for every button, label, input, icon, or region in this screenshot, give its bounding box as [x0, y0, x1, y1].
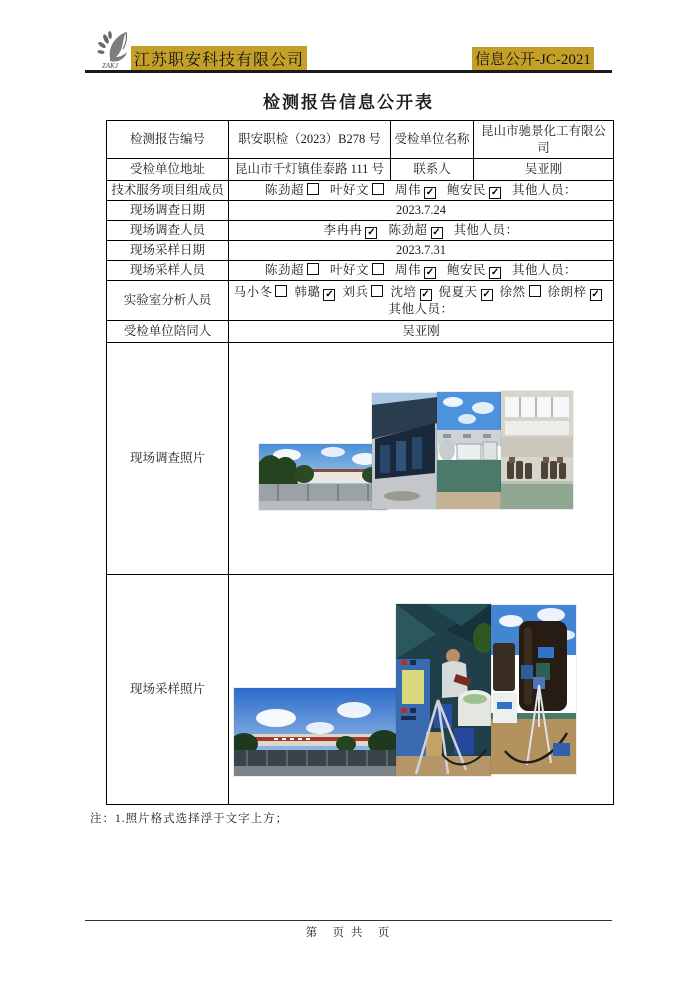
sampling-date-value: 2023.7.31	[229, 241, 614, 261]
staff-name: 刘兵	[342, 284, 369, 299]
unit-addr-label: 受检单位地址	[107, 159, 229, 181]
staff-name: 鲍安民	[447, 263, 487, 277]
staff-name: 周伟	[394, 183, 421, 197]
checkbox-checked-icon[interactable]: ✓	[432, 227, 441, 238]
sampling-photo-storage-tanks	[491, 605, 576, 774]
page-number-text: 第 页 共 页	[305, 927, 392, 939]
staff-name: 叶好文	[329, 183, 369, 197]
survey-staff-members	[229, 221, 614, 241]
checkbox-unchecked-icon[interactable]	[307, 183, 319, 195]
checkbox-checked-icon[interactable]: ✓	[421, 288, 430, 300]
checkbox-checked-icon[interactable]: ✓	[490, 187, 500, 198]
staff-member	[548, 285, 602, 299]
survey-photo-factory-exterior	[259, 444, 387, 510]
header-rule	[85, 70, 612, 73]
staff-member	[395, 263, 436, 277]
survey-photos-cell	[229, 343, 614, 575]
report-no-value: 职安职检（2023）B278 号	[229, 121, 391, 159]
escort-label: 受检单位陪同人	[107, 321, 229, 343]
staff-member	[342, 285, 383, 299]
checkbox-checked-icon[interactable]: ✓	[425, 187, 435, 198]
report-no-label: 检测报告编号	[107, 121, 229, 159]
survey-photo-warehouse-interior	[501, 391, 573, 509]
lab-staff-label: 实验室分析人员	[107, 281, 229, 321]
staff-name: 马小冬	[233, 284, 273, 299]
staff-member	[265, 263, 319, 277]
survey-photo-tank-yard	[437, 392, 502, 509]
row-survey-date	[107, 201, 614, 221]
staff-member	[388, 223, 442, 237]
other-staff-label: 其他人员：	[512, 183, 578, 197]
contact-value: 吴亚刚	[474, 159, 614, 181]
checkbox-unchecked-icon[interactable]	[372, 263, 384, 275]
checkbox-unchecked-icon[interactable]	[529, 285, 541, 297]
staff-name: 鲍安民	[447, 183, 487, 197]
checkbox-unchecked-icon[interactable]	[307, 263, 319, 275]
survey-date-label: 现场调查日期	[107, 201, 229, 221]
row-sampling-photos	[107, 575, 614, 805]
survey-photo-building-entrance	[372, 393, 438, 509]
staff-name: 徐然	[499, 284, 526, 299]
staff-member	[265, 183, 319, 197]
survey-date-value: 2023.7.24	[229, 201, 614, 221]
staff-name: 陈劲超	[264, 183, 304, 197]
contact-label: 联系人	[391, 159, 474, 181]
staff-name: 倪夏天	[438, 284, 478, 299]
staff-member	[330, 183, 384, 197]
staff-name: 叶好文	[329, 263, 369, 277]
sampling-photo-technician	[396, 604, 491, 776]
staff-member	[500, 285, 541, 299]
staff-name: 沈培	[390, 284, 417, 299]
staff-member	[294, 285, 335, 299]
staff-name: 陈劲超	[388, 223, 428, 237]
checkbox-unchecked-icon[interactable]	[372, 183, 384, 195]
escort-value: 吴亚刚	[229, 321, 614, 343]
page-title: 检测报告信息公开表	[263, 93, 434, 112]
checkbox-checked-icon[interactable]: ✓	[482, 288, 491, 300]
staff-member	[447, 183, 501, 197]
report-table	[106, 120, 614, 805]
unit-name-value: 昆山市驰景化工有限公司	[474, 121, 614, 159]
row-report-no	[107, 121, 614, 159]
sampling-staff-members	[229, 261, 614, 281]
row-sampling-date	[107, 241, 614, 261]
checkbox-unchecked-icon[interactable]	[371, 285, 383, 297]
sampling-photos-cell	[229, 575, 614, 805]
other-staff-label: 其他人员：	[388, 301, 454, 316]
row-escort	[107, 321, 614, 343]
tech-team-label: 技术服务项目组成员	[107, 181, 229, 201]
staff-name: 韩璐	[294, 284, 321, 299]
other-staff-label: 其他人员：	[512, 263, 578, 277]
note-text: 注：1.照片格式选择浮于文字上方；	[90, 813, 289, 825]
checkbox-checked-icon[interactable]: ✓	[325, 288, 334, 300]
staff-name: 陈劲超	[264, 263, 304, 277]
row-survey-photos	[107, 343, 614, 575]
row-survey-staff	[107, 221, 614, 241]
checkbox-checked-icon[interactable]: ✓	[425, 267, 435, 278]
company-logo-icon	[96, 30, 134, 70]
staff-name: 徐朗梓	[547, 284, 587, 299]
lab-staff-members	[229, 281, 614, 321]
unit-name-label: 受检单位名称	[391, 121, 474, 159]
row-lab-staff	[107, 281, 614, 321]
survey-staff-label: 现场调查人员	[107, 221, 229, 241]
checkbox-checked-icon[interactable]: ✓	[591, 288, 600, 300]
sampling-photo-factory-gate	[234, 688, 396, 776]
company-name: 江苏职安科技有限公司	[131, 46, 307, 71]
unit-addr-value: 昆山市千灯镇佳泰路 111 号	[229, 159, 391, 181]
staff-member	[233, 285, 287, 299]
staff-member	[390, 285, 431, 299]
doc-code: 信息公开-JC-2021	[472, 47, 594, 70]
staff-name: 周伟	[394, 263, 421, 277]
row-sampling-staff	[107, 261, 614, 281]
sampling-staff-label: 现场采样人员	[107, 261, 229, 281]
checkbox-unchecked-icon[interactable]	[275, 285, 287, 297]
staff-member	[330, 263, 384, 277]
staff-member	[395, 183, 436, 197]
svg-text:ZAKJ: ZAKJ	[102, 62, 118, 70]
staff-member	[447, 263, 501, 277]
tech-team-members	[229, 181, 614, 201]
footer-rule	[85, 920, 612, 921]
row-tech-team	[107, 181, 614, 201]
sampling-photos-label: 现场采样照片	[107, 575, 229, 805]
survey-photos-label: 现场调查照片	[107, 343, 229, 575]
sampling-date-label: 现场采样日期	[107, 241, 229, 261]
checkbox-checked-icon[interactable]: ✓	[367, 227, 376, 238]
other-staff-label: 其他人员：	[453, 223, 519, 237]
row-unit-addr	[107, 159, 614, 181]
staff-name: 李冉冉	[323, 223, 363, 237]
checkbox-checked-icon[interactable]: ✓	[490, 267, 500, 278]
staff-member	[323, 223, 377, 237]
staff-member	[439, 285, 493, 299]
